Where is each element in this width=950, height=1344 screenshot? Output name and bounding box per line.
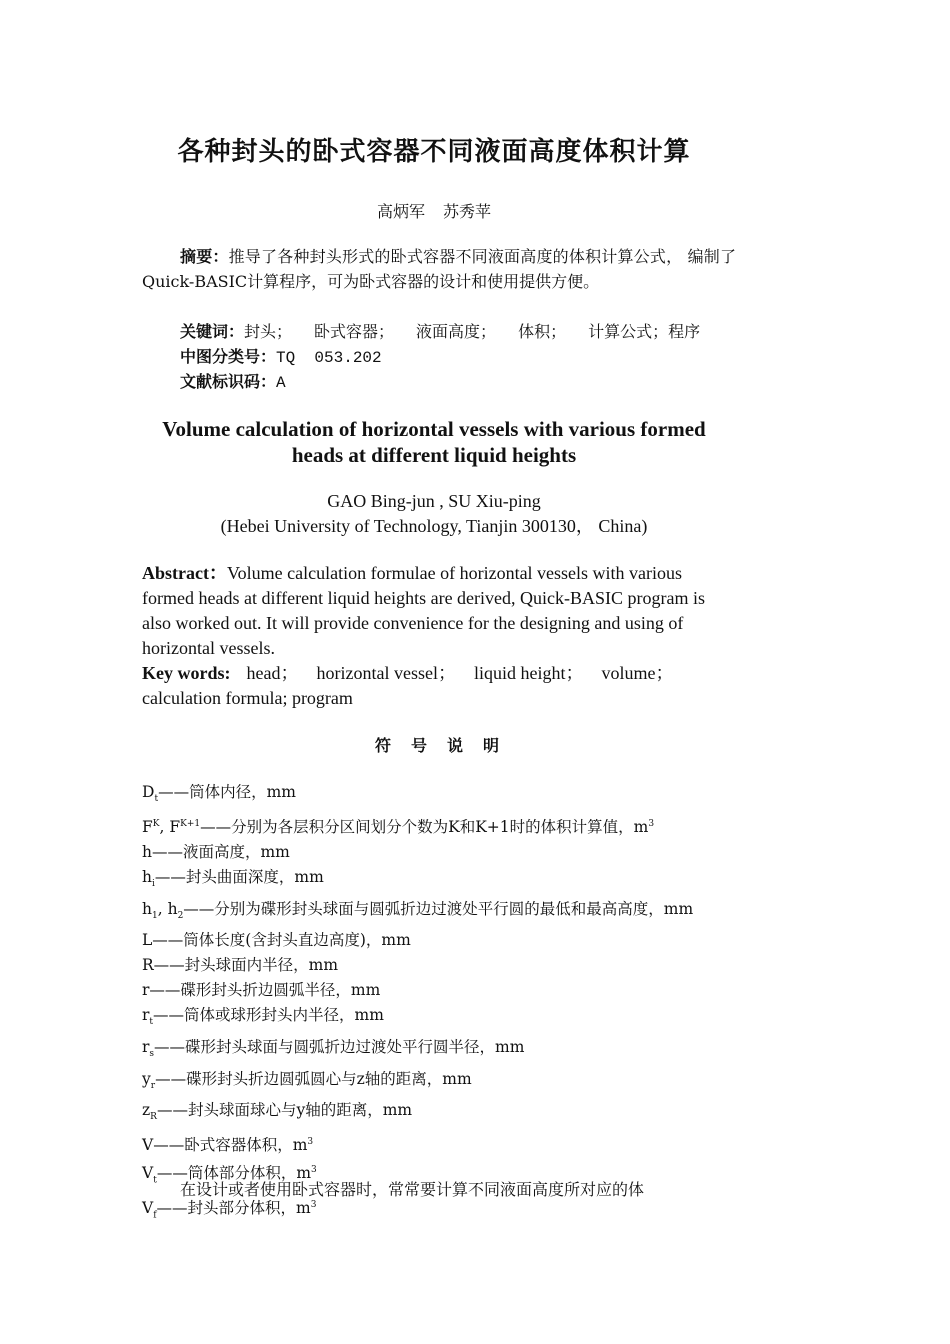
symbol-row: V——卧式容器体积，$m^3$ xyxy=(142,1136,314,1155)
keywords-en-label: Key words: xyxy=(142,663,231,683)
keyword-en: liquid height； xyxy=(473,663,584,683)
author-1-cn: 高炳军 xyxy=(376,202,425,221)
symbol-row: $z_R——$封头球面球心与y轴的距离，mm xyxy=(142,1101,413,1123)
abstract-cn-text: 推导了各种封头形式的卧式容器不同液面高度的体积计算公式， 编制了Quick-BASIC计算程序，可为卧式容器的设计和使用提供方便。 xyxy=(142,247,736,291)
symbol-row: L——筒体长度(含封头直边高度)，mm xyxy=(142,931,411,950)
keyword-cn: 程序 xyxy=(668,322,701,341)
abstract-english xyxy=(142,561,738,711)
authors-chinese xyxy=(134,199,734,222)
keyword-en: horizontal vessel； xyxy=(316,663,456,683)
symbol-row: $V_t——$筒体部分体积，$m^3$ xyxy=(142,1164,317,1186)
title-chinese: 各种封头的卧式容器不同液面高度体积计算 xyxy=(177,137,691,167)
abstract-cn-label: 摘要： xyxy=(180,247,229,266)
symbols-list xyxy=(142,780,738,1228)
title-en-line-1: Volume calculation of horizontal vessels with various formed xyxy=(162,417,706,441)
symbol-row: $F^K$, $F^{K+1}——$分别为各层积分区间划分个数为K和K+1时的体积计算值，$m^3$ xyxy=(142,818,655,837)
abstract-en-text: Volume calculation formulae of horizontal vessels with various formed heads at different liquid heights are derived, Quick-BASIC program is also worked out. It will provide convenience for the designing and using of horizontal vessels. xyxy=(142,563,706,658)
title-english xyxy=(137,416,731,468)
symbol-row: h——液面高度，mm xyxy=(142,842,290,861)
symbol-row: r——碟形封头折边圆弧半径，mm xyxy=(142,981,381,1000)
symbol-row: R——封头球面内半径，mm xyxy=(142,956,339,975)
symbol-row: $D_t——$筒体内径，mm xyxy=(142,783,296,805)
clc-number xyxy=(180,344,382,371)
body-paragraph: 在设计或者使用卧式容器时，常常要计算不同液面高度所对应的体 xyxy=(180,1180,645,1199)
keyword-en: head； xyxy=(246,663,299,683)
title-en-line-2: heads at different liquid heights xyxy=(291,443,577,467)
authors-english-block xyxy=(137,489,731,539)
keyword-en: volume； xyxy=(601,663,674,683)
symbol-row: $h_i——$封头曲面深度，mm xyxy=(142,867,324,889)
symbol-row: $h_1$, $h_2——$分别为碟形封头球面与圆弧折边过渡处平行圆的最低和最高高度，mm xyxy=(142,899,694,921)
symbols-heading: 符号说明 xyxy=(374,736,519,755)
keywords-chinese xyxy=(180,319,700,344)
keyword-en: calculation formula; program xyxy=(142,688,353,708)
symbol-row: $r_s——$碟形封头球面与圆弧折边过渡处平行圆半径，mm xyxy=(142,1037,525,1059)
doc-code-value: A xyxy=(276,374,286,392)
clc-label: 中图分类号： xyxy=(180,347,277,366)
author-2-cn: 苏秀苹 xyxy=(443,202,492,221)
symbol-row: $r_t——$筒体或球形封头内半径，mm xyxy=(142,1005,384,1027)
keyword-cn: 液面高度； xyxy=(416,322,497,341)
keyword-cn: 卧式容器； xyxy=(314,322,395,341)
clc-value: TQ 053.202 xyxy=(276,349,382,367)
keywords-cn-label: 关键词： xyxy=(180,322,245,341)
document-code xyxy=(180,369,286,396)
symbol-row: $y_r——$碟形封头折边圆弧圆心与z轴的距离，mm xyxy=(142,1069,472,1091)
affiliation-english: (Hebei University of Technology, Tianjin 300130， China) xyxy=(220,516,648,536)
symbol-row: $V_f——$封头部分体积，$m^3$ xyxy=(142,1199,317,1221)
keyword-cn: 封头； xyxy=(244,322,293,341)
authors-english: GAO Bing-jun , SU Xiu-ping xyxy=(327,491,541,511)
keyword-cn: 计算公式； xyxy=(588,322,669,341)
abstract-en-label: Abstract： xyxy=(142,563,227,583)
keyword-cn: 体积； xyxy=(518,322,567,341)
keywords-english xyxy=(142,661,738,711)
abstract-chinese xyxy=(142,244,736,294)
doc-code-label: 文献标识码： xyxy=(180,372,277,391)
